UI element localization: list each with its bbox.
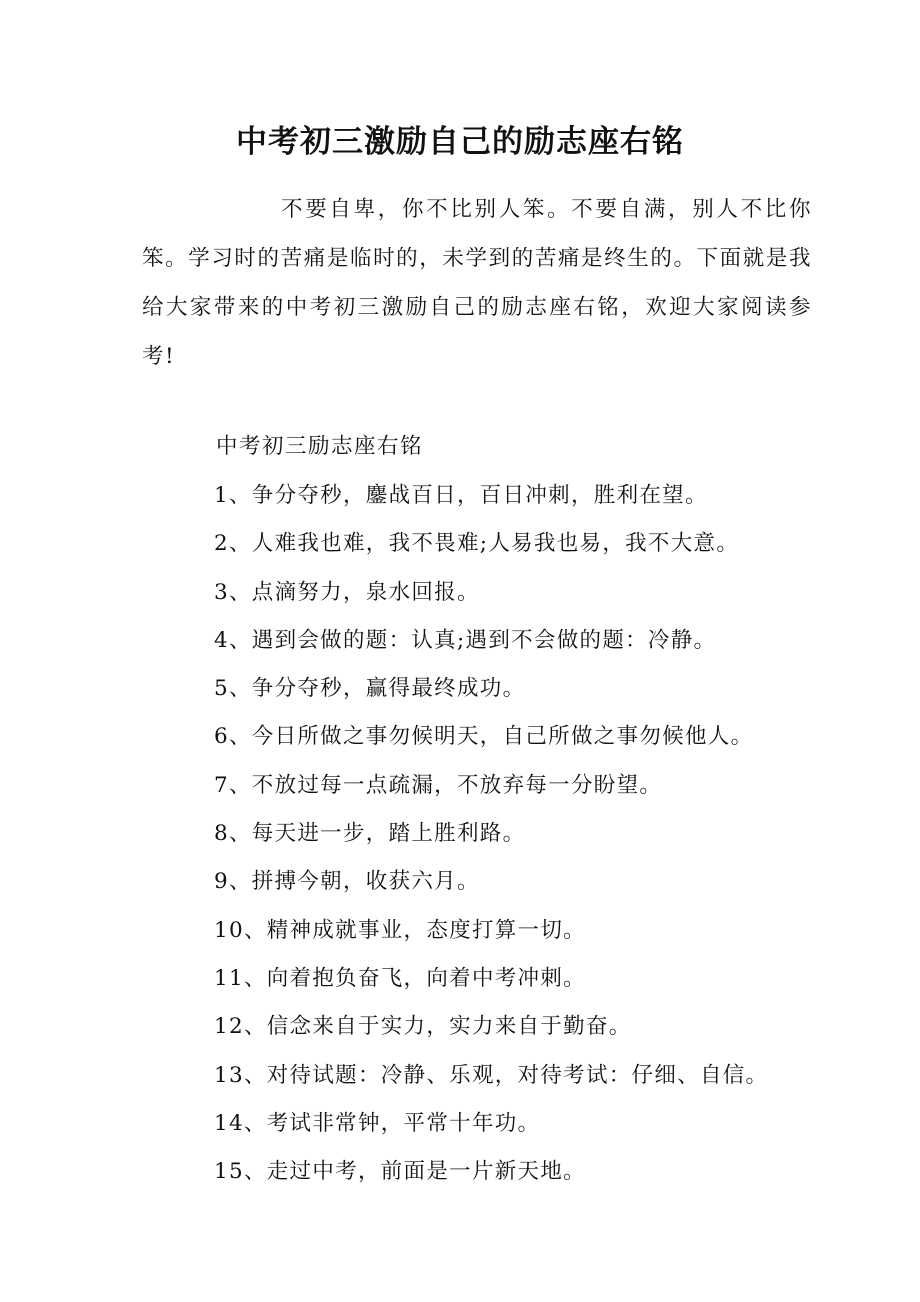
list-item: 5、争分夺秒，赢得最终成功。 <box>214 676 526 702</box>
list-item: 4、遇到会做的题：认真;遇到不会做的题：冷静。 <box>214 627 717 653</box>
list-item: 9、拼搏今朝，收获六月。 <box>214 869 480 895</box>
list-item: 3、点滴努力，泉水回报。 <box>214 579 480 605</box>
list-item: 12、信念来自于实力，实力来自于勤奋。 <box>214 1014 632 1040</box>
intro-paragraph: 不要自卑，你不比别人笨。不要自满，别人不比你笨。学习时的苦痛是临时的，未学到的苦痛是终生的。下面就是我给大家带来的中考初三激励自己的励志座右铭，欢迎大家阅读参考! <box>142 197 812 369</box>
section-heading: 中考初三励志座右铭 <box>216 434 424 459</box>
list-item: 7、不放过每一点疏漏，不放弃每一分盼望。 <box>214 772 663 798</box>
list-item: 8、每天进一步，踏上胜利路。 <box>214 821 526 847</box>
list-item: 14、考试非常钟，平常十年功。 <box>214 1110 541 1136</box>
document-title: 中考初三激励自己的励志座右铭 <box>236 124 684 160</box>
list-item: 10、精神成就事业，态度打算一切。 <box>214 917 586 943</box>
list-item: 15、走过中考，前面是一片新天地。 <box>214 1159 586 1185</box>
quote-list <box>214 472 854 1196</box>
list-item: 6、今日所做之事勿候明天，自己所做之事勿候他人。 <box>214 724 754 750</box>
list-item: 2、人难我也难，我不畏难;人易我也易，我不大意。 <box>214 531 740 557</box>
list-item: 11、向着抱负奋飞，向着中考冲刺。 <box>214 965 586 991</box>
list-item: 13、对待试题：冷静、乐观，对待考试：仔细、自信。 <box>214 1062 769 1088</box>
list-item: 1、争分夺秒，鏖战百日，百日冲刺，胜利在望。 <box>214 483 708 508</box>
